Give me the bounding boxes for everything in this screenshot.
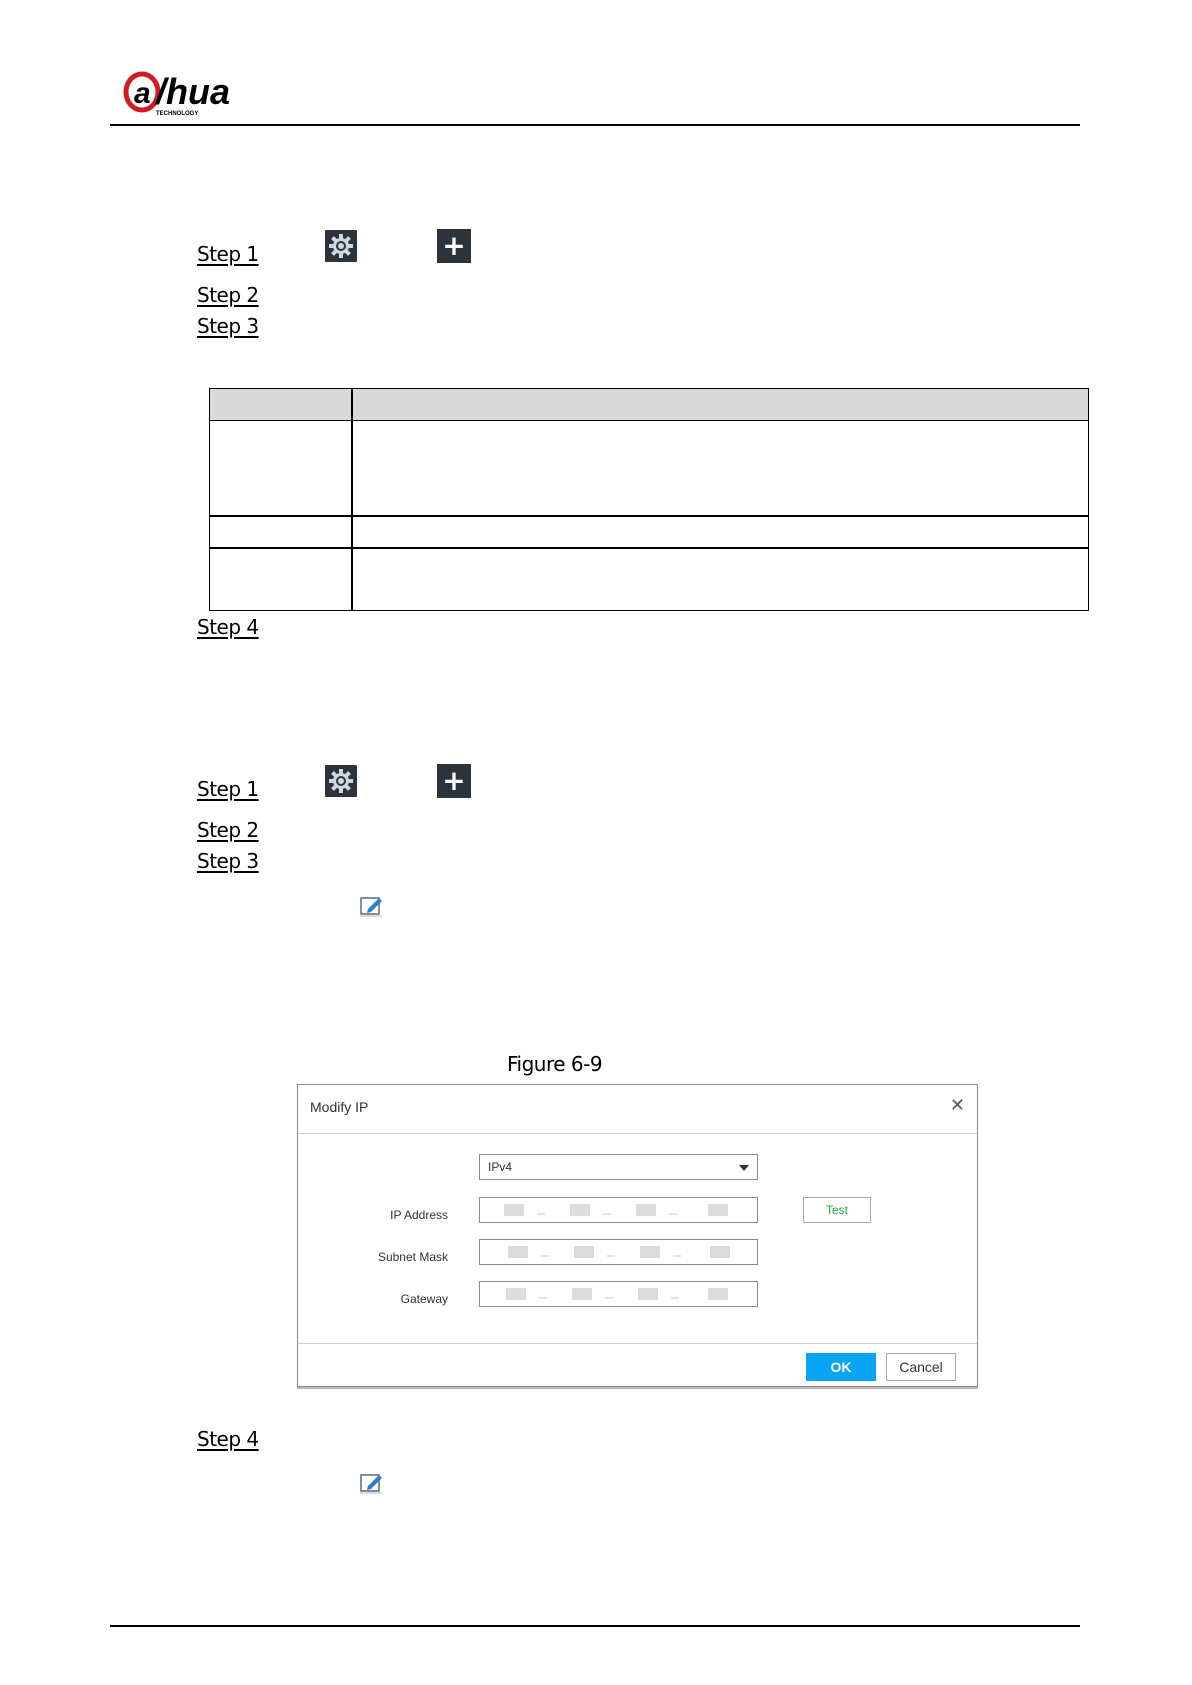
header-rule	[110, 124, 1080, 126]
parameter-table	[209, 388, 1089, 611]
test-button[interactable]: Test	[803, 1197, 871, 1223]
step-4-label: Step 4	[197, 1427, 259, 1451]
footer-rule	[110, 1625, 1080, 1627]
gateway-field[interactable]	[479, 1281, 758, 1307]
svg-text:a: a	[134, 77, 151, 110]
subnet-mask-field[interactable]	[479, 1239, 758, 1265]
plus-icon: +	[437, 229, 471, 263]
dialog-header-divider	[298, 1133, 977, 1134]
step-2-label: Step 2	[197, 818, 259, 842]
gateway-label: Gateway	[400, 1292, 448, 1306]
table-column-divider	[351, 389, 353, 610]
ip-version-value: IPv4	[488, 1160, 513, 1174]
edit-icon	[359, 894, 385, 918]
subnet-mask-label: Subnet Mask	[377, 1250, 448, 1264]
table-row-divider	[210, 547, 1088, 549]
close-icon[interactable]: ✕	[949, 1095, 965, 1116]
step-1-label: Step 1	[197, 242, 259, 266]
table-header-row	[210, 389, 1088, 421]
plus-icon: +	[437, 764, 471, 798]
gear-icon	[325, 765, 357, 797]
step-1-label: Step 1	[197, 777, 259, 801]
figure-caption: Figure 6-9	[507, 1052, 603, 1076]
step-4-label: Step 4	[197, 615, 259, 639]
ip-version-select[interactable]	[479, 1154, 758, 1180]
table-row-divider	[210, 515, 1088, 517]
ip-address-label: IP Address	[390, 1208, 448, 1222]
step-3-label: Step 3	[197, 849, 259, 873]
dialog-footer-divider	[298, 1343, 977, 1344]
ok-button[interactable]: OK	[806, 1353, 876, 1381]
modify-ip-dialog	[297, 1084, 978, 1387]
svg-text:TECHNOLOGY: TECHNOLOGY	[156, 111, 199, 117]
dahua-logo	[120, 70, 260, 118]
step-2-label: Step 2	[197, 283, 259, 307]
svg-text:/hua: /hua	[156, 71, 231, 112]
step-3-label: Step 3	[197, 314, 259, 338]
dialog-title: Modify IP	[310, 1099, 369, 1115]
chevron-down-icon	[739, 1165, 749, 1171]
edit-icon	[359, 1471, 385, 1495]
gear-icon	[325, 230, 357, 262]
ip-address-field[interactable]	[479, 1197, 758, 1223]
cancel-button[interactable]: Cancel	[886, 1353, 956, 1381]
